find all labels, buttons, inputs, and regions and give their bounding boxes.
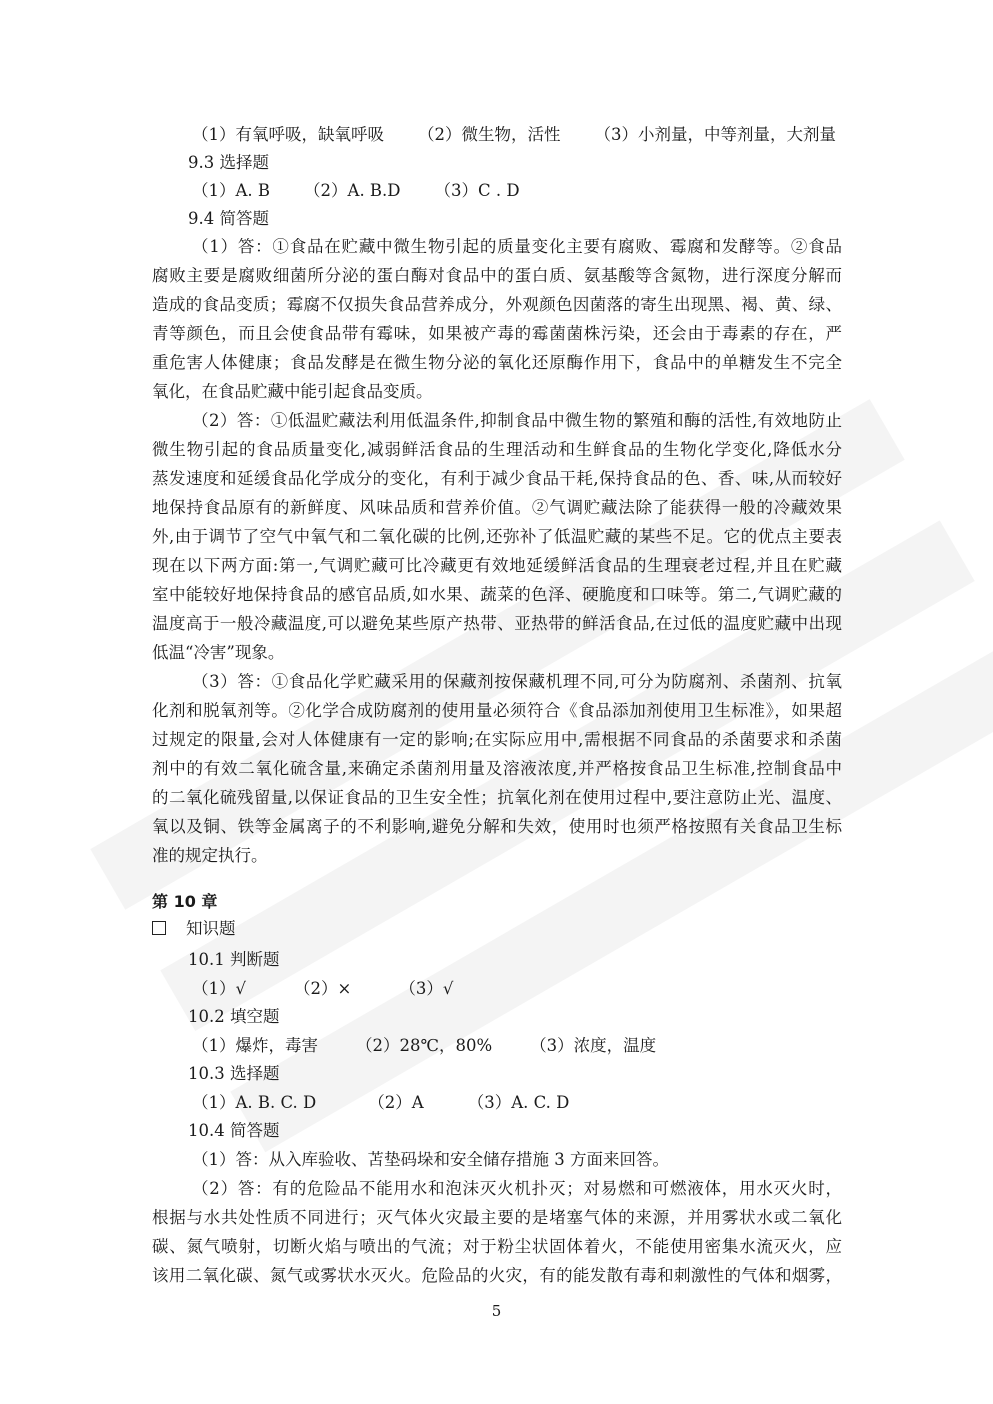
- paragraph-line: 造成的食品变质；霉腐不仅损失食品营养成分，外观颜色因菌落的寄生出现黑、褐、黄、绿、: [152, 295, 842, 314]
- section-title: 9.3 选择题: [188, 153, 269, 172]
- paragraph-line: 氧以及铜、铁等金属离子的不利影响,避免分解和失效，使用时也须严格按照有关食品卫生标: [152, 817, 842, 836]
- fill-answers-10: [192, 1035, 656, 1057]
- answer: （2）28℃，80%: [356, 1036, 493, 1055]
- paragraph-line: （2）答：有的危险品不能用水和泡沫灭火机扑灭；对易燃和可燃液体，用水灭火时，: [192, 1179, 842, 1198]
- paragraph-line: （2）答：①低温贮藏法利用低温条件,抑制食品中微生物的繁殖和酶的活性,有效地防止: [192, 411, 842, 430]
- section-title: 10.1 判断题: [188, 950, 280, 969]
- page-number: 5: [491, 1302, 502, 1320]
- paragraph-line: 腐败主要是腐败细菌所分泌的蛋白酶对食品中的蛋白质、氨基酸等含氮物，进行深度分解而: [152, 266, 842, 285]
- paragraph-line: 青等颜色，而且会使食品带有霉味，如果被产毒的霉菌菌株污染，还会由于毒素的存在，严: [152, 324, 842, 343]
- answer: （2）×: [294, 979, 352, 998]
- choice-answers-10: [192, 1092, 569, 1114]
- paragraph-line: 温度高于一般冷藏温度,可以避免某些原产热带、亚热带的鲜活食品,在过低的温度贮藏中出现: [152, 614, 842, 633]
- paragraph-line: 的二氧化硫残留量,以保证食品的卫生安全性；抗氧化剂在使用过程中,要注意防止光、温度、: [152, 788, 842, 807]
- answer: （1）√: [192, 979, 247, 998]
- answer: （2）微生物，活性: [418, 125, 561, 144]
- answer: （3）浓度，温度: [530, 1036, 657, 1055]
- answer: （3）C . D: [434, 181, 520, 200]
- answer: （2）A. B.D: [304, 181, 401, 200]
- paragraph-line: 微生物引起的食品质量变化,减弱鲜活食品的生理活动和生鲜食品的生物化学变化,降低水分: [152, 440, 842, 459]
- paragraph-line: 该用二氧化碳、氮气或雾状水灭火。危险品的火灾，有的能发散有毒和刺激性的气体和烟雾，: [152, 1266, 842, 1285]
- answer: （3）小剂量，中等剂量，大剂量: [594, 125, 836, 144]
- answer: （1）A. B. C. D: [192, 1093, 317, 1112]
- paragraph-line: 重危害人体健康；食品发酵是在微生物分泌的氧化还原酶作用下，食品中的单糖发生不完全: [152, 353, 842, 372]
- section-title: 10.4 简答题: [188, 1121, 280, 1140]
- paragraph-line: （1）答：从入库验收、苫垫码垛和安全储存措施 3 方面来回答。: [192, 1150, 669, 1169]
- judge-answers: [192, 978, 453, 1000]
- paragraph-line: 化剂和脱氧剂等。②化学合成防腐剂的使用量必须符合《食品添加剂使用卫生标准》，如果超: [152, 701, 842, 720]
- answer: （1）有氧呼吸，缺氧呼吸: [192, 125, 384, 144]
- answer: （3）A. C. D: [467, 1093, 570, 1112]
- section-title: 9.4 简答题: [188, 209, 269, 228]
- paragraph-line: （3）答：①食品化学贮藏采用的保藏剂按保藏机理不同,可分为防腐剂、杀菌剂、抗氧: [192, 672, 842, 691]
- chapter-title: 第 10 章: [152, 892, 218, 911]
- section-title: 10.2 填空题: [188, 1007, 280, 1026]
- section-title: 10.3 选择题: [188, 1064, 280, 1083]
- knowledge-heading: [152, 918, 236, 940]
- paragraph-line: 准的规定执行。: [152, 846, 268, 865]
- paragraph-line: 碳、氮气喷射，切断火焰与喷出的气流；对于粉尘状固体着火，不能使用密集水流灭火，应: [152, 1237, 842, 1256]
- fill-answers-9: [192, 124, 836, 146]
- checkbox-icon: [152, 921, 166, 935]
- choice-answers-9: [192, 180, 520, 202]
- paragraph-line: 外,由于调节了空气中氧气和二氧化碳的比例,还弥补了低温贮藏的某些不足。它的优点主要表: [152, 527, 842, 546]
- paragraph-line: 现在以下两方面:第一,气调贮藏可比冷藏更有效地延缓鲜活食品的生理衰老过程,并且在贮藏: [152, 556, 842, 575]
- paragraph-line: （1）答：①食品在贮藏中微生物引起的质量变化主要有腐败、霉腐和发酵等。②食品: [192, 237, 842, 256]
- answer: （1）爆炸，毒害: [192, 1036, 318, 1055]
- answer: （1）A. B: [192, 181, 271, 200]
- paragraph-line: 低温“冷害”现象。: [152, 643, 285, 662]
- paragraph-line: 过规定的限量,会对人体健康有一定的影响;在实际应用中,需根据不同食品的杀菌要求和杀菌: [152, 730, 842, 749]
- paragraph-line: 根据与水共处性质不同进行；灭气体火灾最主要的是堵塞气体的来源，并用雾状水或二氧化: [152, 1208, 842, 1227]
- answer: （2）A: [368, 1093, 424, 1112]
- answer: （3）√: [399, 979, 454, 998]
- knowledge-label: 知识题: [186, 919, 236, 938]
- paragraph-line: 氧化，在食品贮藏中能引起食品变质。: [152, 382, 433, 401]
- paragraph-line: 剂中的有效二氧化硫含量,来确定杀菌剂用量及溶液浓度,并严格按食品卫生标准,控制食品中: [152, 759, 842, 778]
- paragraph-line: 室中能较好地保持食品的感官品质,如水果、蔬菜的色泽、硬脆度和口味等。第二,气调贮藏的: [152, 585, 842, 604]
- paragraph-line: 地保持食品原有的新鲜度、风味品质和营养价值。②气调贮藏法除了能获得一般的冷藏效果: [152, 498, 842, 517]
- paragraph-line: 蒸发速度和延缓食品化学成分的变化，有利于减少食品干耗,保持食品的色、香、味,从而较好: [152, 469, 842, 488]
